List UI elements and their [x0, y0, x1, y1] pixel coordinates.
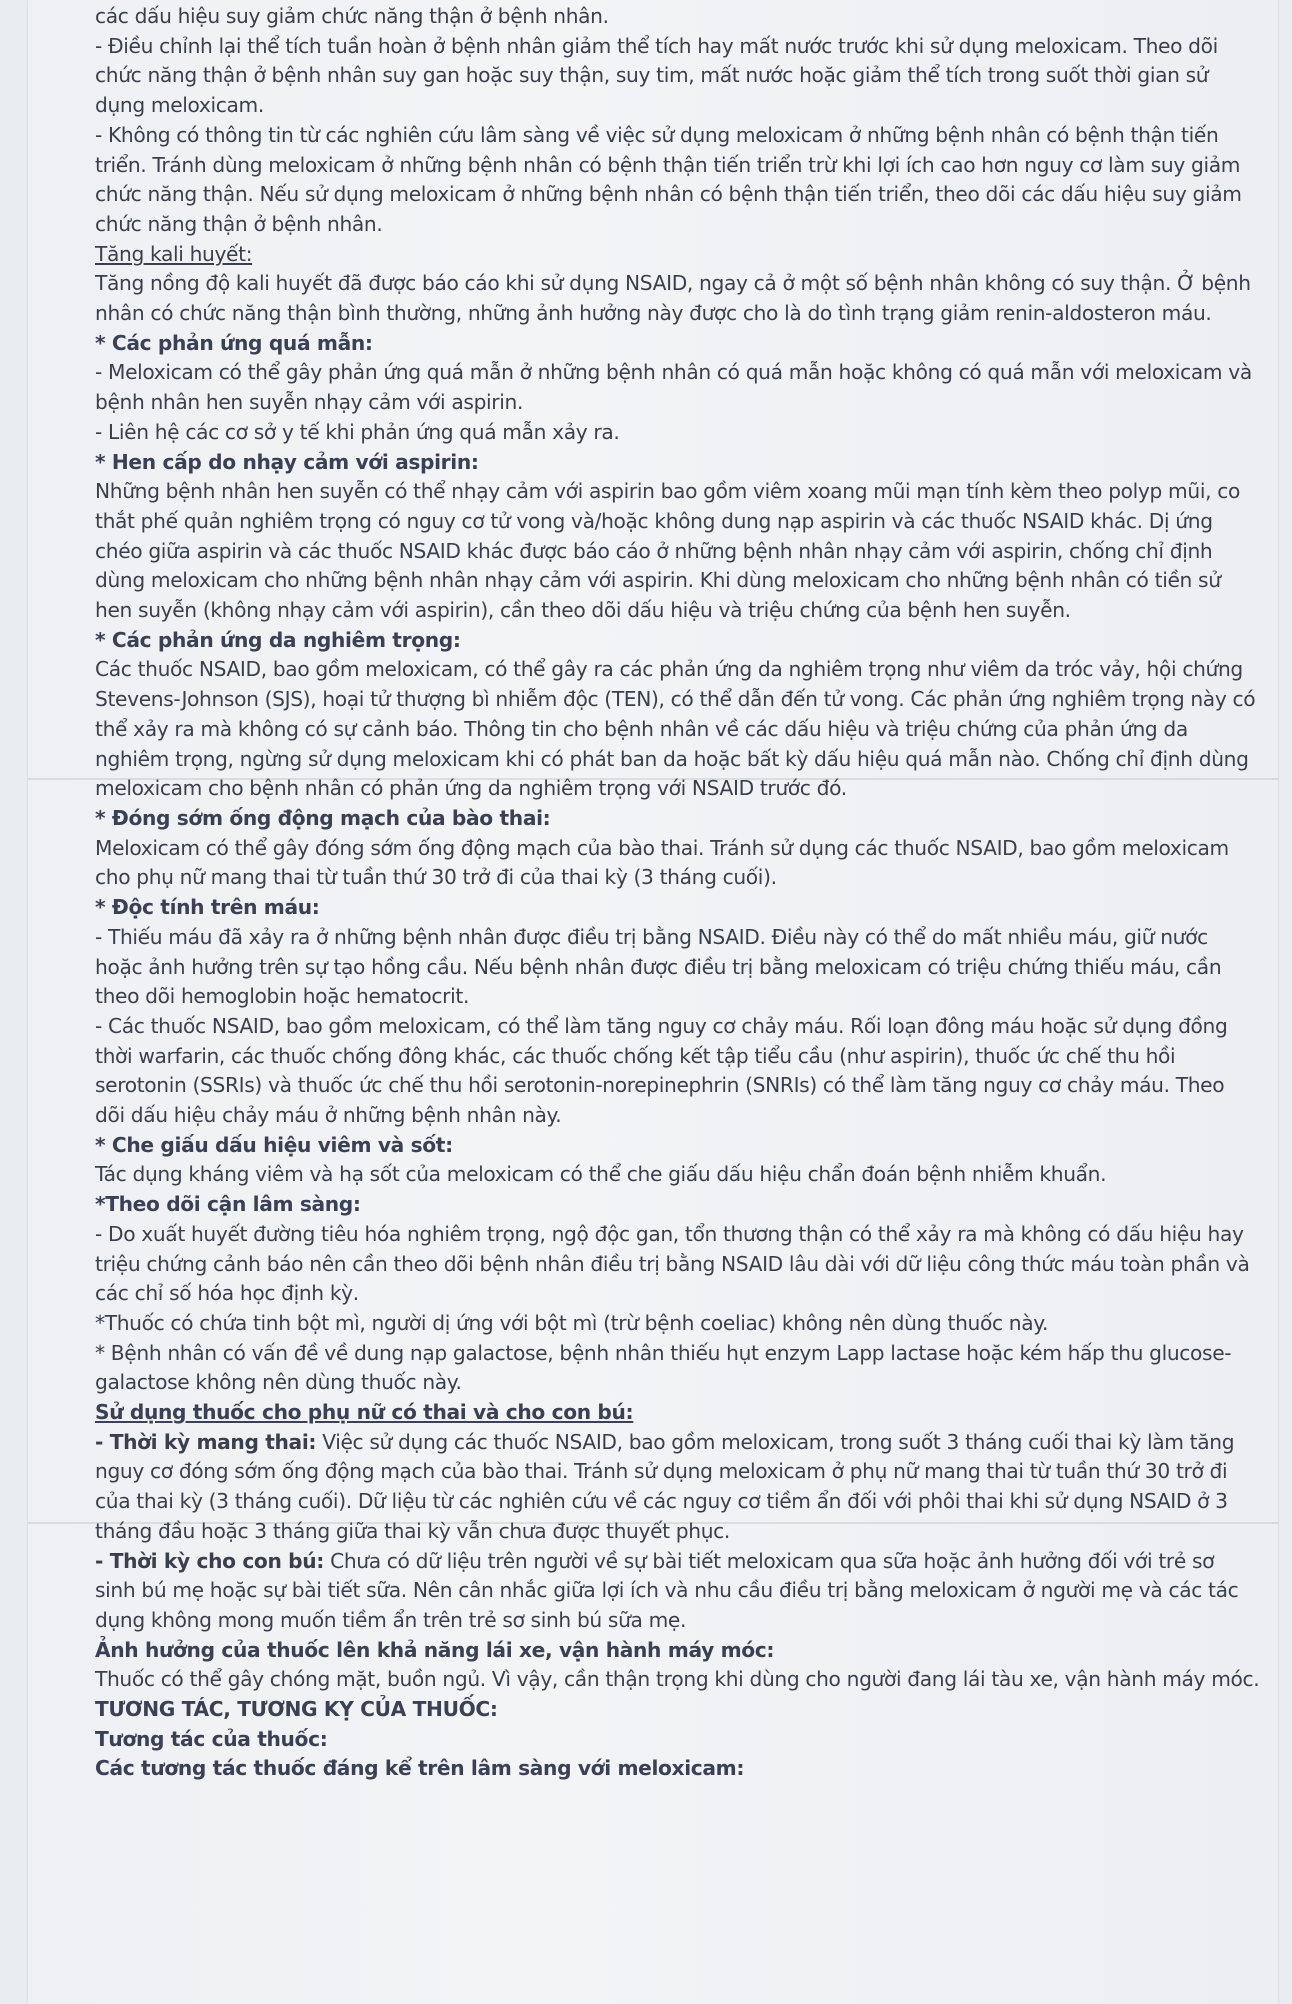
lead-pregnancy: - Thời kỳ mang thai:	[95, 1429, 317, 1454]
lead-lactation: - Thời kỳ cho con bú:	[95, 1548, 324, 1573]
paragraph: - Không có thông tin từ các nghiên cứu lâm sàng về việc sử dụng meloxicam ở những bệnh nhân có bệnh thận tiến triển. Tránh dùng meloxicam ở những bệnh nhân có bệnh thận tiến triển trừ khi lợi ích cao hơn nguy cơ làm suy giảm chức năng thận. Nếu sử dụng meloxicam ở những bệnh nhân có bệnh thận tiến triển, theo dõi các dấu hiệu suy giảm chức năng thận ở bệnh nhân.	[95, 122, 1242, 236]
heading-hematologic-toxicity: * Độc tính trên máu:	[95, 895, 320, 920]
heading-driving: Ảnh hưởng của thuốc lên khả năng lái xe, vận hành máy móc:	[95, 1637, 775, 1662]
heading-aspirin-asthma: * Hen cấp do nhạy cảm với aspirin:	[95, 449, 479, 474]
text-lactation: Chưa có dữ liệu trên người về sự bài tiết meloxicam qua sữa hoặc ảnh hưởng đối với trẻ sơ sinh bú mẹ hoặc sự bài tiết sữa. Nên cân nhắc giữa lợi ích và nhu cầu điều trị bằng meloxicam ở người mẹ và các tác dụng không mong muốn tiềm ẩn trên trẻ sơ sinh bú sữa mẹ.	[95, 1548, 1239, 1632]
heading-pregnancy-lactation: Sử dụng thuốc cho phụ nữ có thai và cho con bú:	[95, 1400, 634, 1425]
document-body	[95, 2, 1260, 1784]
paragraph: Thuốc có thể gây chóng mặt, buồn ngủ. Vì vậy, cần thận trọng khi dùng cho người đang lái tàu xe, vận hành máy móc.	[95, 1667, 1260, 1692]
paragraph: Những bệnh nhân hen suyễn có thể nhạy cảm với aspirin bao gồm viêm xoang mũi mạn tính kèm theo polyp mũi, co thắt phế quản nghiêm trọng có nguy cơ tử vong và/hoặc không dung nạp aspirin và các thuốc NSAID khác. Dị ứng chéo giữa aspirin và các thuốc NSAID khác được báo cáo ở những bệnh nhân nhạy cảm với aspirin, chống chỉ định dùng meloxicam cho những bệnh nhân nhạy cảm với aspirin. Khi dùng meloxicam cho những bệnh nhân có tiền sử hen suyễn (không nhạy cảm với aspirin), cần theo dõi dấu hiệu và triệu chứng của bệnh hen suyễn.	[95, 479, 1240, 623]
paragraph-lactation	[95, 1547, 1260, 1636]
paragraph: - Meloxicam có thể gây phản ứng quá mẫn ở những bệnh nhân có quá mẫn hoặc không có quá mẫn với meloxicam và bệnh nhân hen suyễn nhạy cảm với aspirin.	[95, 360, 1252, 415]
heading-hypersensitivity: * Các phản ứng quá mẫn:	[95, 330, 373, 355]
paragraph-pregnancy	[95, 1428, 1260, 1547]
heading-skin-reactions: * Các phản ứng da nghiêm trọng:	[95, 627, 461, 652]
paragraph: * Bệnh nhân có vấn đề về dung nạp galactose, bệnh nhân thiếu hụt enzym Lapp lactase hoặc kém hấp thu glucose-galactose không nên dùng thuốc này.	[95, 1340, 1232, 1395]
paragraph: - Điều chỉnh lại thể tích tuần hoàn ở bệnh nhân giảm thể tích hay mất nước trước khi sử dụng meloxicam. Theo dõi chức năng thận ở bệnh nhân suy gan hoặc suy thận, suy tim, mất nước hoặc giảm thể tích trong suốt thời gian sử dụng meloxicam.	[95, 33, 1218, 118]
paragraph: *Thuốc có chứa tinh bột mì, người dị ứng với bột mì (trừ bệnh coeliac) không nên dùng thuốc này.	[95, 1310, 1049, 1335]
paragraph: - Do xuất huyết đường tiêu hóa nghiêm trọng, ngộ độc gan, tổn thương thận có thể xảy ra mà không có dấu hiệu hay triệu chứng cảnh báo nên cần theo dõi bệnh nhân điều trị bằng NSAID lâu dài với dữ liệu công thức máu toàn phần và các chỉ số hóa học định kỳ.	[95, 1221, 1250, 1306]
heading-masking-inflammation: * Che giấu dấu hiệu viêm và sốt:	[95, 1132, 453, 1157]
paragraph: Tăng nồng độ kali huyết đã được báo cáo khi sử dụng NSAID, ngay cả ở một số bệnh nhân không có suy thận. Ở bệnh nhân có chức năng thận bình thường, những ảnh hưởng này được cho là do tình trạng giảm renin-aldosteron máu.	[95, 271, 1251, 326]
document-page	[28, 0, 1278, 2004]
text-pregnancy: Việc sử dụng các thuốc NSAID, bao gồm meloxicam, trong suốt 3 tháng cuối thai kỳ làm tăng nguy cơ đóng sớm ống động mạch của bào thai. Tránh sử dụng meloxicam ở phụ nữ mang thai từ tuần thứ 30 trở đi của thai kỳ (3 tháng cuối). Dữ liệu từ các nghiên cứu về các nguy cơ tiềm ẩn đối với phôi thai khi sử dụng NSAID ở 3 tháng đầu hoặc 3 tháng giữa thai kỳ vẫn chưa được thuyết phục.	[95, 1429, 1235, 1543]
paragraph: Meloxicam có thể gây đóng sớm ống động mạch của bào thai. Tránh sử dụng các thuốc NSAID, bao gồm meloxicam cho phụ nữ mang thai từ tuần thứ 30 trở đi của thai kỳ (3 tháng cuối).	[95, 835, 1229, 890]
heading-lab-monitoring: *Theo dõi cận lâm sàng:	[95, 1192, 361, 1217]
paragraph: Các thuốc NSAID, bao gồm meloxicam, có thể gây ra các phản ứng da nghiêm trọng như viêm da tróc vảy, hội chứng Stevens-Johnson (SJS), hoại tử thượng bì nhiễm độc (TEN), có thể dẫn đến tử vong. Các phản ứng nghiêm trọng này có thể xảy ra mà không có sự cảnh báo. Thông tin cho bệnh nhân về các dấu hiệu và triệu chứng của phản ứng da nghiêm trọng, ngừng sử dụng meloxicam khi có phát ban da hoặc bất kỳ dấu hiệu quá mẫn nào. Chống chỉ định dùng meloxicam cho bệnh nhân có phản ứng da nghiêm trọng với NSAID trước đó.	[95, 657, 1256, 801]
subheading-hyperkalemia: Tăng kali huyết:	[95, 241, 253, 266]
heading-interactions: TƯƠNG TÁC, TƯƠNG KỴ CỦA THUỐC:	[95, 1697, 498, 1722]
heading-ductus-arteriosus: * Đóng sớm ống động mạch của bào thai:	[95, 805, 551, 830]
paragraph: Tác dụng kháng viêm và hạ sốt của meloxicam có thể che giấu dấu hiệu chẩn đoán bệnh nhiễm khuẩn.	[95, 1162, 1107, 1187]
paragraph: các dấu hiệu suy giảm chức năng thận ở bệnh nhân.	[95, 4, 609, 28]
paragraph: - Thiếu máu đã xảy ra ở những bệnh nhân được điều trị bằng NSAID. Điều này có thể do mất nhiều máu, giữ nước hoặc ảnh hưởng trên sự tạo hồng cầu. Nếu bệnh nhân được điều trị bằng meloxicam có triệu chứng thiếu máu, cần theo dõi hemoglobin hoặc hematocrit.	[95, 924, 1222, 1009]
heading-clinical-interactions: Các tương tác thuốc đáng kể trên lâm sàng với meloxicam:	[95, 1756, 745, 1781]
paragraph: - Liên hệ các cơ sở y tế khi phản ứng quá mẫn xảy ra.	[95, 419, 620, 444]
heading-drug-interactions: Tương tác của thuốc:	[95, 1726, 328, 1751]
paragraph: - Các thuốc NSAID, bao gồm meloxicam, có thể làm tăng nguy cơ chảy máu. Rối loạn đông máu hoặc sử dụng đồng thời warfarin, các thuốc chống đông khác, các thuốc chống kết tập tiểu cầu (như aspirin), thuốc ức chế thu hồi serotonin (SSRIs) và thuốc ức chế thu hồi serotonin-norepinephrin (SNRIs) có thể làm tăng nguy cơ chảy máu. Theo dõi dấu hiệu chảy máu ở những bệnh nhân này.	[95, 1013, 1228, 1128]
